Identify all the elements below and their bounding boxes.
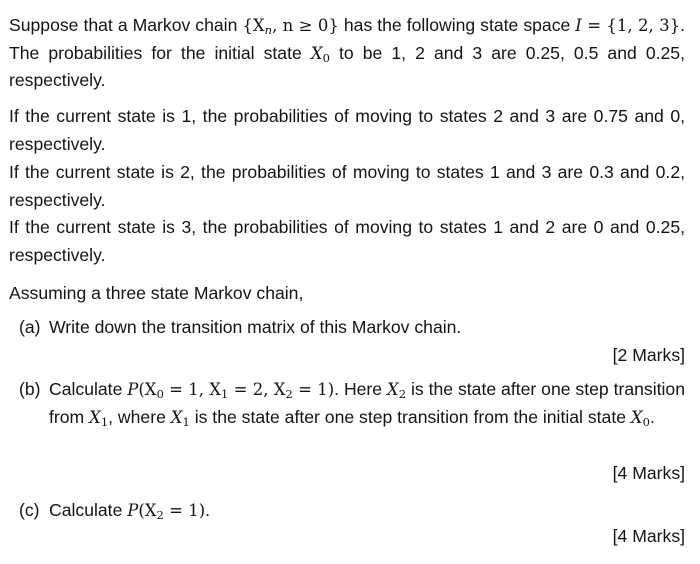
question-a-marks: [2 Marks] — [612, 345, 685, 365]
question-b-text — [49, 376, 685, 431]
math-expr-1: (X — [138, 380, 157, 399]
question-a-text: Write down the transition matrix of this Markov chain. — [49, 317, 462, 337]
math-state-space-symbol: I — [575, 16, 582, 35]
question-b-label: (b) — [19, 379, 41, 399]
math-sub: 2 — [285, 387, 293, 401]
case-state-3: If the current state is 3, the probabilities of moving to states 1 and 2 are 0 and 0.25, respectively. — [9, 217, 685, 265]
math-expr-2: = 1, X — [163, 380, 222, 399]
math-chain-open: {X — [242, 16, 265, 35]
math-x: X — [630, 407, 643, 427]
qb-text-6: . — [649, 406, 655, 427]
assumption-line: Assuming a three state Markov chain, — [9, 283, 304, 303]
math-x: X — [89, 407, 101, 427]
math-sub: 2 — [156, 508, 164, 522]
question-c-label: (c) — [19, 500, 40, 520]
math-sub-0: 0 — [322, 50, 330, 65]
question-c-marks: [4 Marks] — [612, 526, 685, 546]
math-sub: 1 — [100, 414, 109, 429]
math-x: X — [170, 407, 183, 427]
math-x0: X — [310, 43, 323, 63]
math-expr-3: = 2, X — [228, 380, 286, 399]
qb-text-2: . Here — [334, 379, 387, 399]
math-chain-close: , n ≥ 0} — [272, 16, 339, 35]
case-state-2: If the current state is 2, the probabilities of moving to states 1 and 3 are 0.3 and 0.2, respectively. — [9, 162, 685, 210]
math-equals: = — [581, 16, 607, 35]
intro-text-2: has the following state space — [338, 15, 576, 35]
math-sub: 2 — [398, 387, 407, 401]
math-x: X — [387, 380, 399, 399]
intro-paragraph — [9, 12, 685, 95]
qc-text-1: Calculate — [49, 500, 128, 520]
math-expr-1: (X — [138, 501, 157, 520]
math-p: P — [127, 501, 139, 520]
math-sub: 0 — [642, 414, 650, 429]
qb-text-3: is the state after one step transition from — [49, 379, 685, 427]
intro-text-3: . The probabilities for the initial state — [9, 15, 685, 63]
qb-text-4: , where — [108, 406, 171, 427]
math-sub: 0 — [156, 387, 164, 401]
math-expr-4: = 1) — [292, 380, 335, 399]
math-p: P — [127, 380, 139, 399]
math-expr-2: = 1) — [163, 501, 206, 520]
math-state-set: {1, 2, 3} — [606, 16, 681, 35]
intro-text-1: Suppose that a Markov chain — [9, 15, 243, 35]
intro-text-4: to be 1, 2 and 3 are 0.25, 0.5 and 0.25, respectively. — [9, 42, 685, 90]
case-state-1: If the current state is 1, the probabilities of moving to states 2 and 3 are 0.75 and 0, respectively. — [9, 106, 685, 154]
question-c-text — [49, 497, 685, 525]
qb-text-1: Calculate — [49, 379, 128, 399]
math-sub: 1 — [182, 414, 190, 429]
qc-text-2: . — [205, 500, 211, 520]
math-sub-n: n — [264, 23, 273, 37]
question-b-marks: [4 Marks] — [612, 463, 685, 483]
question-a-label: (a) — [19, 317, 41, 337]
math-sub: 1 — [221, 387, 229, 401]
qb-text-5: is the state after one step transition from the initial state — [189, 406, 631, 427]
